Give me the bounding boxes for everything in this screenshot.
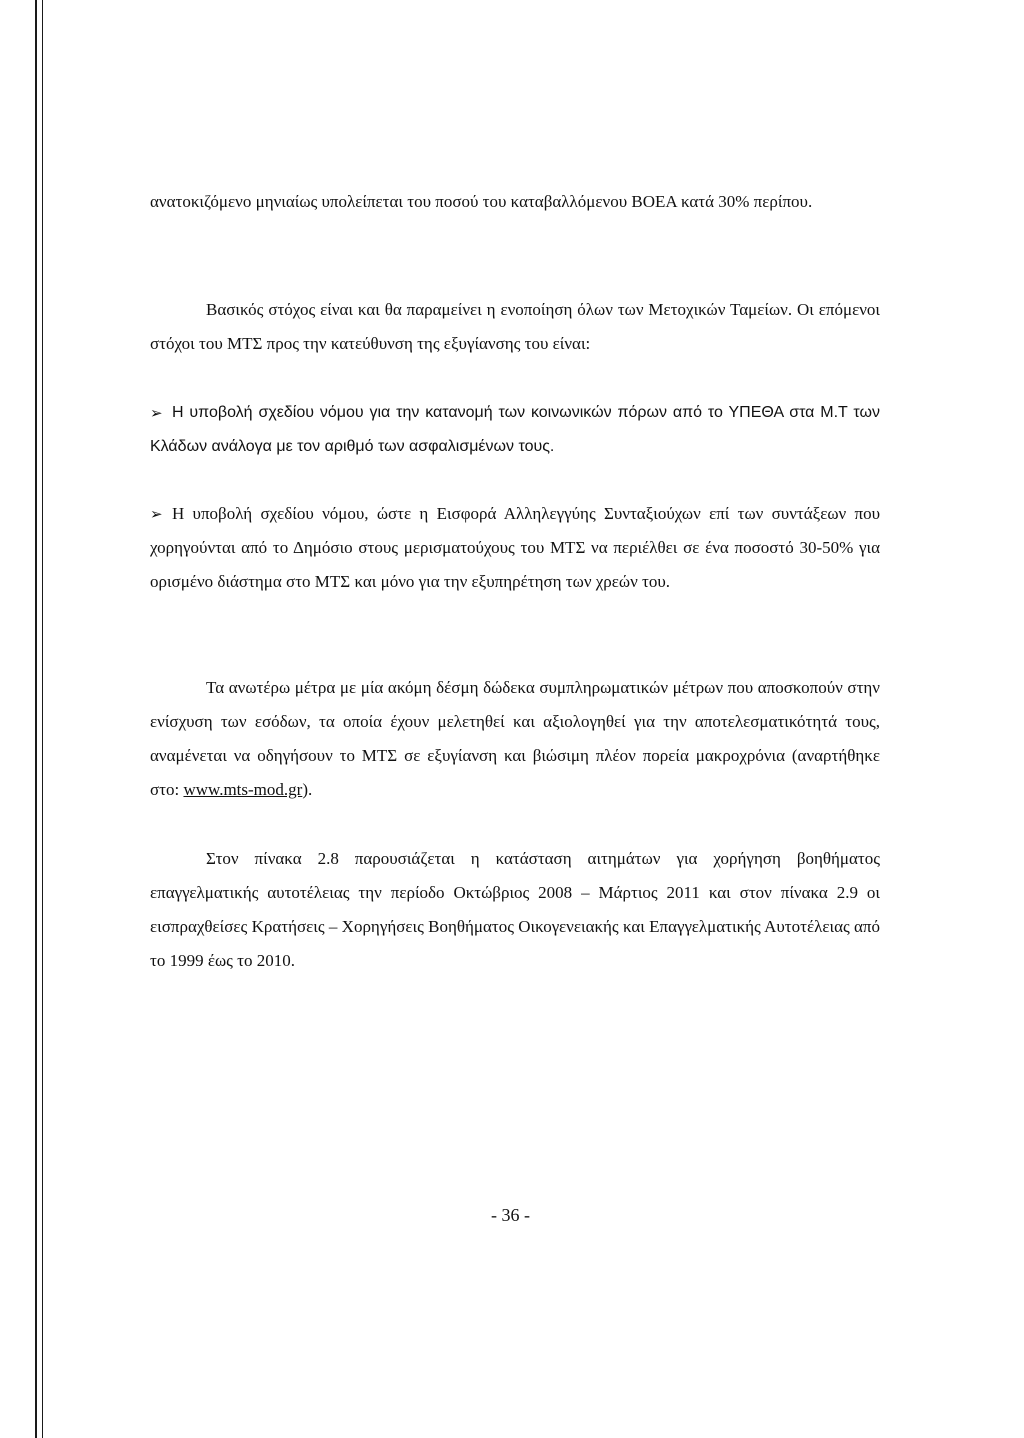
paragraph-measures-text: Τα ανωτέρω μέτρα με μία ακόμη δέσμη δώδεκα συμπληρωματικών μέτρων που αποσκοπούν στην ενίσχυση των εσόδων, τα οποία έχουν μελετηθεί και αξιολογηθεί για την αποτελεσματικότητά τους, αναμένεται να οδηγήσουν το ΜΤΣ σε εξυγίανση και βιώσιμη πλέον πορεία μακροχρόνια (αναρτήθηκε στο: <box>150 678 880 799</box>
website-link[interactable]: www.mts-mod.gr <box>183 780 303 799</box>
paragraph-goals-intro: Βασικός στόχος είναι και θα παραμείνει η ενοποίηση όλων των Μετοχικών Ταμείων. Οι επόμενοι στόχοι του ΜΤΣ προς την κατεύθυνση της εξυγίανσης του είναι: <box>150 300 880 353</box>
bullet-text-1: Η υποβολή σχεδίου νόμου για την κατανομή των κοινωνικών πόρων από το ΥΠΕΘΑ στα Μ.Τ των Κλάδων ανάλογα με τον αριθμό των ασφαλισμένων τους. <box>150 404 880 455</box>
paragraph-continuation: ανατοκιζόμενο μηνιαίως υπολείπεται του ποσού του καταβαλλόμενου ΒΟΕΑ κατά 30% περίπου. <box>150 192 813 211</box>
binding-edge-line-thin <box>42 0 43 1438</box>
binding-edge-line <box>35 0 37 1438</box>
arrow-bullet-icon: ➢ <box>150 505 163 523</box>
paragraph-measures <box>150 671 880 807</box>
bullet-text-2: Η υποβολή σχεδίου νόμου, ώστε η Εισφορά Αλληλεγγύης Συνταξιούχων επί των συντάξεων που χορηγούνται από το Δημόσιο στους μερισματούχους του ΜΤΣ να περιέλθει σε ένα ποσοστό 30-50% για ορισμένο διάστημα στο ΜΤΣ και μόνο για την εξυπηρέτηση των χρεών του. <box>150 504 880 591</box>
bullet-item-2 <box>150 497 880 599</box>
arrow-bullet-icon: ➢ <box>150 404 163 422</box>
paragraph-measures-end: ). <box>302 780 313 799</box>
bullet-item-1 <box>150 396 880 464</box>
page-number: - 36 - <box>491 1205 530 1225</box>
paragraph-tables: Στον πίνακα 2.8 παρουσιάζεται η κατάσταση αιτημάτων για χορήγηση βοηθήματος επαγγελματικής αυτοτέλειας την περίοδο Οκτώβριος 2008 – Μάρτιος 2011 και στον πίνακα 2.9 οι εισπραχθείσες Κρατήσεις – Χορηγήσεις Βοηθήματος Οικογενειακής και Επαγγελματικής Αυτοτέλειας από το 1999 έως το 2010. <box>150 849 880 970</box>
